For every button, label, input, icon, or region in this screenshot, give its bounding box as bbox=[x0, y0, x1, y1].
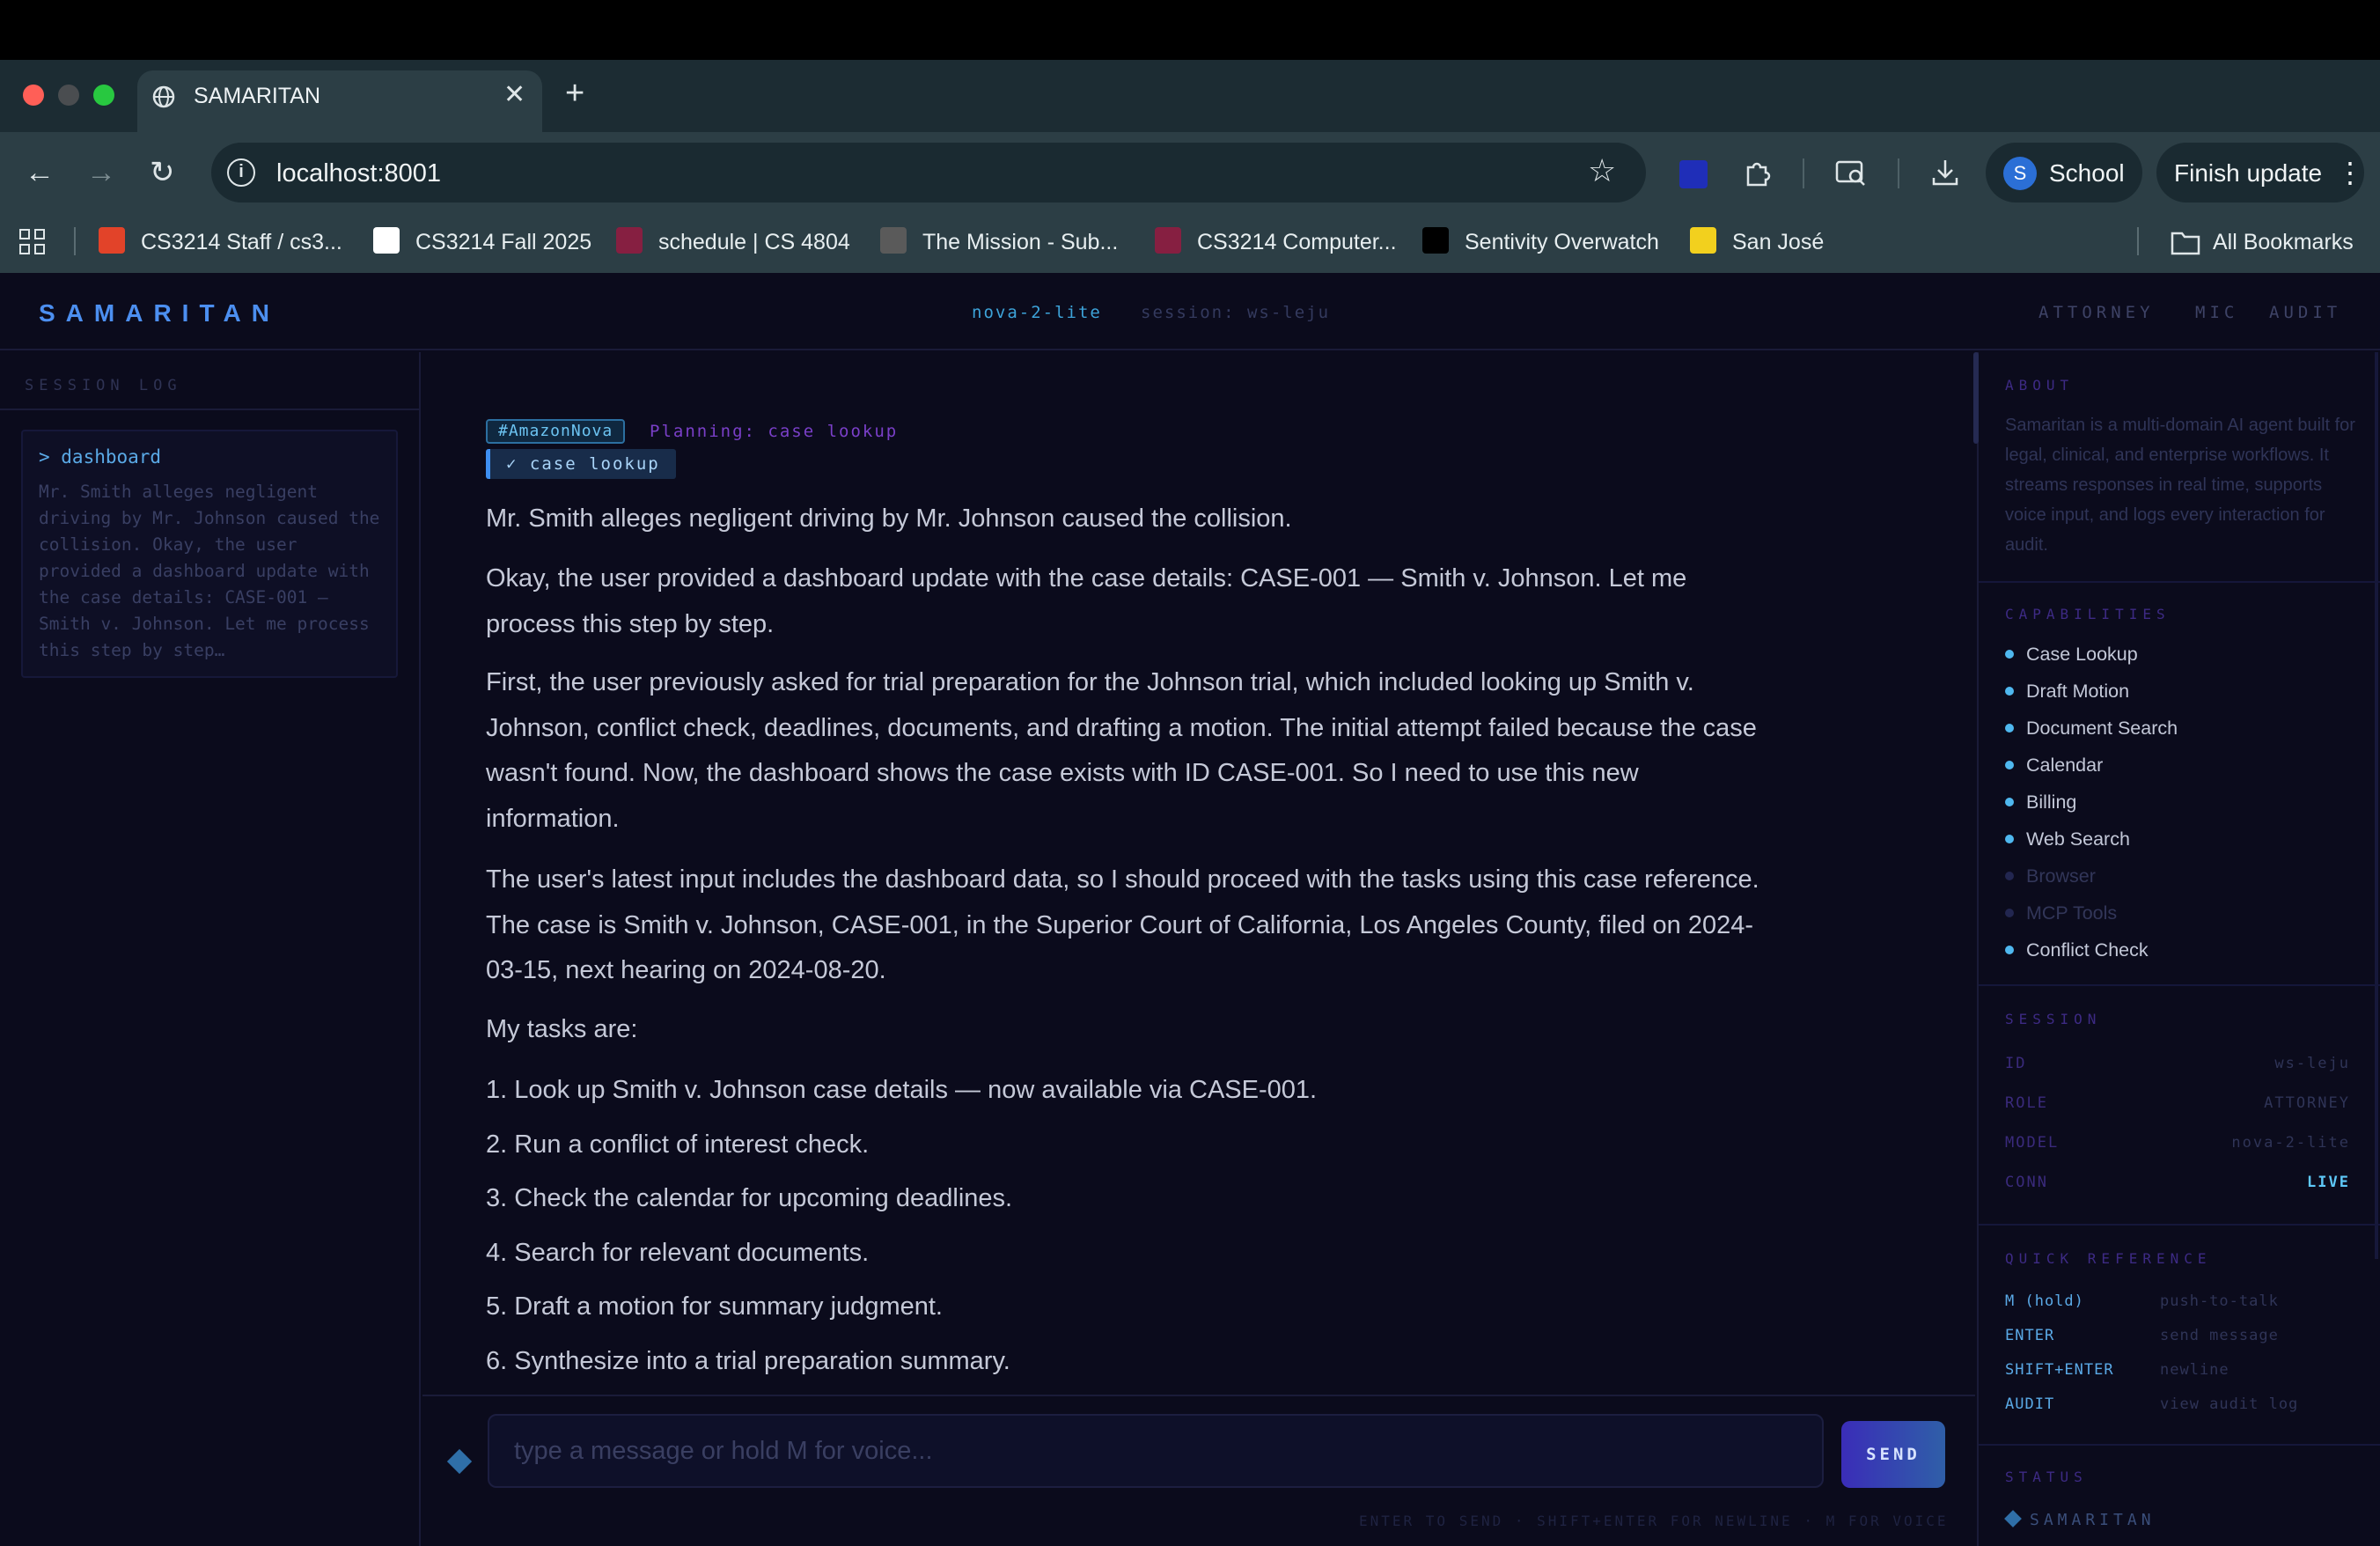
session-log-title: SESSION LOG bbox=[25, 377, 182, 394]
status-dot-icon bbox=[2005, 798, 2014, 806]
bookmarks-divider bbox=[2137, 227, 2139, 255]
toolbar-divider bbox=[1803, 158, 1804, 188]
divider bbox=[0, 409, 421, 410]
apps-grid-icon[interactable] bbox=[19, 229, 48, 257]
conversation-scrollbar[interactable] bbox=[1973, 352, 1979, 444]
bookmark-favicon-icon bbox=[1155, 227, 1181, 254]
tool-call-badge[interactable]: ✓ case lookup bbox=[486, 449, 676, 479]
nav-audit[interactable]: AUDIT bbox=[2269, 303, 2342, 322]
session-value: nova-2-lite bbox=[2231, 1134, 2350, 1152]
task-list-item: 4. Search for relevant documents. bbox=[486, 1239, 870, 1267]
task-list-item: 6. Synthesize into a trial preparation summary. bbox=[486, 1347, 1010, 1375]
window-zoom-button[interactable] bbox=[93, 85, 114, 106]
address-url[interactable]: localhost:8001 bbox=[276, 159, 442, 188]
bookmark-favicon-icon bbox=[373, 227, 400, 254]
site-info-icon[interactable]: i bbox=[227, 158, 255, 187]
session-key: ROLE bbox=[2005, 1094, 2048, 1112]
session-key: MODEL bbox=[2005, 1134, 2060, 1152]
model-name: nova-2-lite bbox=[972, 303, 1102, 322]
avatar: S bbox=[2003, 157, 2037, 190]
task-list-item: 2. Run a conflict of interest check. bbox=[486, 1130, 870, 1159]
forward-icon[interactable]: → bbox=[86, 156, 116, 189]
task-list-item: 5. Draft a motion for summary judgment. bbox=[486, 1292, 943, 1321]
shortcut-description: push-to-talk bbox=[2160, 1292, 2279, 1310]
session-title: SESSION bbox=[2005, 1011, 2102, 1027]
capability-item: Web Search bbox=[2026, 828, 2130, 850]
finish-update-label: Finish update bbox=[2174, 159, 2323, 187]
extensions-puzzle-icon[interactable] bbox=[1741, 157, 1773, 188]
sidebar-scrollbar[interactable] bbox=[2375, 352, 2378, 1259]
back-icon[interactable]: ← bbox=[25, 156, 55, 189]
capability-item: Conflict Check bbox=[2026, 939, 2149, 961]
window-close-button[interactable] bbox=[23, 85, 44, 106]
bookmarks-divider bbox=[74, 227, 76, 255]
about-text: Samaritan is a multi-domain AI agent built for legal, clinical, and enterprise workflows. It streams responses in real time, supports voice input, and logs every interaction for audit. bbox=[2005, 416, 2355, 555]
bookmark-favicon-icon bbox=[1690, 227, 1716, 254]
shortcut-description: newline bbox=[2160, 1361, 2229, 1379]
message-input[interactable] bbox=[488, 1414, 1824, 1488]
all-bookmarks-link[interactable]: All Bookmarks bbox=[2213, 230, 2354, 254]
bookmark-link[interactable]: schedule | CS 4804 bbox=[658, 230, 850, 254]
bookmark-favicon-icon bbox=[880, 227, 907, 254]
window-minimize-button[interactable] bbox=[58, 85, 79, 106]
divider bbox=[1979, 581, 2380, 583]
bookmarks-bar bbox=[0, 213, 2380, 273]
bookmark-favicon-icon bbox=[616, 227, 643, 254]
nav-mic[interactable]: MIC bbox=[2195, 303, 2239, 322]
bookmark-link[interactable]: CS3214 Fall 2025 bbox=[415, 230, 592, 254]
shortcut-key: SHIFT+ENTER bbox=[2005, 1361, 2114, 1379]
composer-hint: ENTER TO SEND · SHIFT+ENTER FOR NEWLINE · M FOR VOICE bbox=[1359, 1513, 1949, 1529]
shortcut-description: send message bbox=[2160, 1327, 2279, 1344]
tab-search-icon[interactable] bbox=[1834, 157, 1868, 188]
status-dot-icon bbox=[2005, 687, 2014, 696]
status-dot-icon bbox=[2005, 724, 2014, 733]
status-dot-icon bbox=[2005, 761, 2014, 769]
shortcut-description: view audit log bbox=[2160, 1395, 2299, 1413]
capability-item: Draft Motion bbox=[2026, 681, 2130, 702]
session-id: session: ws-leju bbox=[1141, 303, 1331, 322]
bookmark-star-icon[interactable]: ☆ bbox=[1588, 152, 1617, 188]
session-value: LIVE bbox=[2307, 1174, 2350, 1191]
folder-icon bbox=[2171, 229, 2200, 255]
shortcut-key: ENTER bbox=[2005, 1327, 2055, 1344]
download-icon[interactable] bbox=[1929, 157, 1961, 188]
session-key: CONN bbox=[2005, 1174, 2048, 1191]
divider bbox=[1979, 984, 2380, 986]
session-key: ID bbox=[2005, 1055, 2027, 1072]
status-dot-icon bbox=[2005, 650, 2014, 659]
session-log-entry-preview: Mr. Smith alleges negligent driving by Mr. Johnson caused the collision. Okay, the user provided a dashboard update with the case details: CASE-001 — Smith v. Johnson. Let me process this step by step… bbox=[39, 482, 380, 660]
capability-item: Browser bbox=[2026, 865, 2096, 887]
divider bbox=[1979, 1444, 2380, 1446]
toolbar-divider bbox=[1898, 158, 1899, 188]
status-dot-icon bbox=[2005, 909, 2014, 917]
message-paragraph: Mr. Smith alleges negligent driving by Mr. Johnson caused the collision. bbox=[486, 504, 1292, 533]
about-title: ABOUT bbox=[2005, 377, 2075, 394]
os-top-bar bbox=[0, 0, 2380, 60]
bookmark-link[interactable]: CS3214 Computer... bbox=[1197, 230, 1397, 254]
session-value: ATTORNEY bbox=[2264, 1094, 2350, 1112]
source-tag: #AmazonNova bbox=[486, 419, 625, 444]
session-log-entry-title: > dashboard bbox=[39, 446, 162, 467]
quick-reference-title: QUICK REFERENCE bbox=[2005, 1250, 2212, 1267]
bookmark-favicon-icon bbox=[1422, 227, 1449, 254]
bookmark-link[interactable]: The Mission - Sub... bbox=[922, 230, 1119, 254]
reload-icon[interactable]: ↻ bbox=[150, 156, 175, 189]
bookmark-link[interactable]: San José bbox=[1732, 230, 1825, 254]
planning-status: Planning: case lookup bbox=[650, 422, 899, 441]
capability-item: Billing bbox=[2026, 791, 2077, 813]
close-tab-icon[interactable]: ✕ bbox=[503, 80, 526, 109]
status-dot-icon bbox=[2005, 946, 2014, 954]
message-paragraph: The user's latest input includes the dashboard data, so I should proceed with the tasks using this case reference. The case is Smith v. Johnson, CASE-001, in the Superior Court of California, Los Angeles County, filed on 2024-03-15, next hearing on 2024-08-20. bbox=[486, 865, 1759, 984]
status-title: STATUS bbox=[2005, 1469, 2088, 1485]
message-paragraph: Okay, the user provided a dashboard update with the case details: CASE-001 — Smith v. Johnson. Let me process this step by step. bbox=[486, 564, 1687, 638]
message-paragraph: My tasks are: bbox=[486, 1015, 638, 1043]
tab-title: SAMARITAN bbox=[194, 84, 320, 108]
send-button[interactable]: SEND bbox=[1841, 1421, 1945, 1488]
bookmark-link[interactable]: CS3214 Staff / cs3... bbox=[141, 230, 342, 254]
extension-icon[interactable] bbox=[1679, 160, 1708, 188]
capability-item: Case Lookup bbox=[2026, 644, 2138, 665]
nav-attorney[interactable]: ATTORNEY bbox=[2038, 303, 2155, 322]
profile-name: School bbox=[2049, 159, 2125, 187]
capabilities-title: CAPABILITIES bbox=[2005, 606, 2171, 622]
task-list-item: 3. Check the calendar for upcoming deadlines. bbox=[486, 1184, 1013, 1212]
message-paragraph: First, the user previously asked for trial preparation for the Johnson trial, which included looking up Smith v. Johnson, conflict check, deadlines, documents, and drafting a motion. The initial attempt failed because the case wasn't found. Now, the dashboard shows the case exists with ID CASE-001. So I need to use this new information. bbox=[486, 668, 1757, 833]
capability-item: Calendar bbox=[2026, 755, 2104, 776]
globe-icon bbox=[151, 85, 176, 109]
divider bbox=[1979, 1224, 2380, 1226]
session-value: ws-leju bbox=[2274, 1055, 2350, 1072]
bookmark-favicon-icon bbox=[99, 227, 125, 254]
status-dot-icon bbox=[2005, 835, 2014, 843]
new-tab-icon[interactable]: + bbox=[565, 75, 585, 112]
capability-item: Document Search bbox=[2026, 718, 2178, 739]
shortcut-key: M (hold) bbox=[2005, 1292, 2084, 1310]
status-label: SAMARITAN bbox=[2030, 1511, 2156, 1529]
status-dot-icon bbox=[2005, 872, 2014, 880]
bookmark-link[interactable]: Sentivity Overwatch bbox=[1465, 230, 1659, 254]
capability-item: MCP Tools bbox=[2026, 902, 2118, 924]
more-menu-icon[interactable]: ⋮ bbox=[2336, 157, 2364, 188]
shortcut-key: AUDIT bbox=[2005, 1395, 2055, 1413]
task-list-item: 1. Look up Smith v. Johnson case details — now available via CASE-001. bbox=[486, 1076, 1318, 1104]
app-brand: SAMARITAN bbox=[39, 299, 280, 327]
